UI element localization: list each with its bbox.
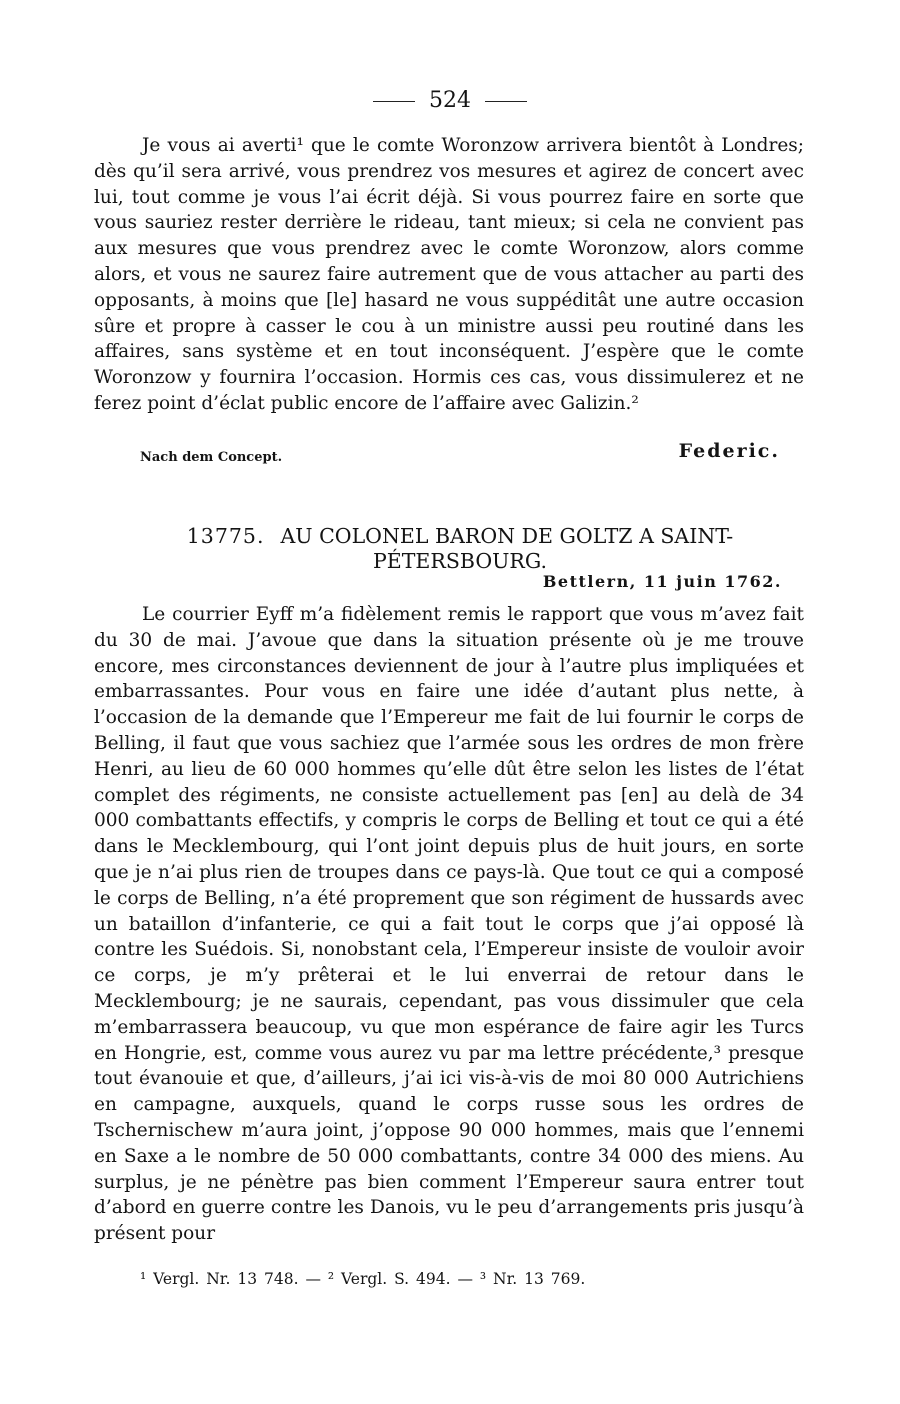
page-header — [0, 86, 900, 116]
signature: Federic. — [678, 440, 780, 462]
dateline: Bettlern, 11 juin 1762. — [542, 572, 782, 591]
letter-1-body — [94, 133, 804, 417]
header-rule-left — [373, 101, 415, 102]
footnotes: ¹ Vergl. Nr. 13 748. — ² Vergl. S. 494. — ³ Nr. 13 769. — [140, 1270, 586, 1288]
letter-2-paragraph: Le courrier Eyff m’a fidèlement remis le rapport que vous m’avez fait du 30 de mai. J’avoue que dans la situation présente où je me trouve encore, mes circonstances deviennent de jour à l’autre plus impliquées et embarrassantes. Pour vous en faire une idée d’autant plus nette, à l’occasion de la demande que l’Empereur me fait de lui fournir le corps de Belling, il faut que vous sachiez que l’armée sous les ordres de mon frère Henri, au lieu de 60 000 hommes qu’elle dût être selon les listes de l’état complet des régiments, ne consiste actuellement pas [en] au delà de 34 000 combattants effectifs, y compris le corps de Belling et tout ce qui a été dans le Mecklembourg, qui l’ont joint depuis plus de huit jours, en sorte que je n’ai plus rien de troupes dans ce pays-là. Que tout ce qui a composé le corps de Belling, n’a été proprement que son régiment de hussards avec un bataillon d’infanterie, ce qui a fait tout le corps que j’ai opposé là contre les Suédois. Si, nonobstant cela, l’Empereur insiste de vouloir avoir ce corps, je m’y prêterai et le lui enverrai de retour dans le Mecklembourg; je ne saurais, cependant, pas vous dissimuler que cela m’embarrassera beaucoup, vu que mon espérance de faire agir les Turcs en Hongrie, est, comme vous aurez vu par ma lettre précédente,³ presque tout évanouie et que, d’ailleurs, j’ai ici vis-à-vis de moi 80 000 Autrichiens en campagne, auxquels, quand le corps russe sous les ordres de Tschernischew m’aura joint, j’oppose 90 000 hommes, mais que l’ennemi en Saxe a le nombre de 50 000 combattants, contre 34 000 des miens. Au surplus, je ne pénètre pas bien comment l’Empereur saura entrer tout d’abord en guerre contre les Danois, vu le peu d’arrangements pris jusqu’à présent pour — [94, 604, 804, 1245]
header-rule-right — [485, 101, 527, 102]
letter-title: AU COLONEL BARON DE GOLTZ A SAINT-PÉTERSBOURG. — [280, 524, 734, 573]
letter-2-body — [94, 602, 804, 1247]
letter-1-closing — [140, 442, 780, 472]
letter-1-paragraph: Je vous ai averti¹ que le comte Woronzow arrivera bientôt à Londres; dès qu’il sera arrivé, vous prendrez vos mesures et agirez de concert avec lui, tout comme je vous l’ai écrit déjà. Si vous pourrez faire en sorte que vous sauriez rester derrière le rideau, tant mieux; si cela ne convient pas aux mesures que vous prendrez avec le comte Woronzow, alors comme alors, et vous ne saurez faire autrement que de vous attacher au parti des opposants, à moins que [le] hasard ne vous suppéditât une autre occasion sûre et propre à casser le cou à un ministre aussi peu routiné dans les affaires, sans système et en tout inconséquent. J’espère que le comte Woronzow y fournira l’occasion. Hormis ces cas, vous dissimulerez et ne ferez point d’éclat public encore de l’affaire avec Galizin.² — [94, 135, 804, 414]
source-note: Nach dem Concept. — [140, 450, 283, 465]
letter-number: 13775. — [186, 524, 265, 548]
letter-2-heading — [140, 524, 780, 574]
page-number: 524 — [429, 88, 471, 113]
